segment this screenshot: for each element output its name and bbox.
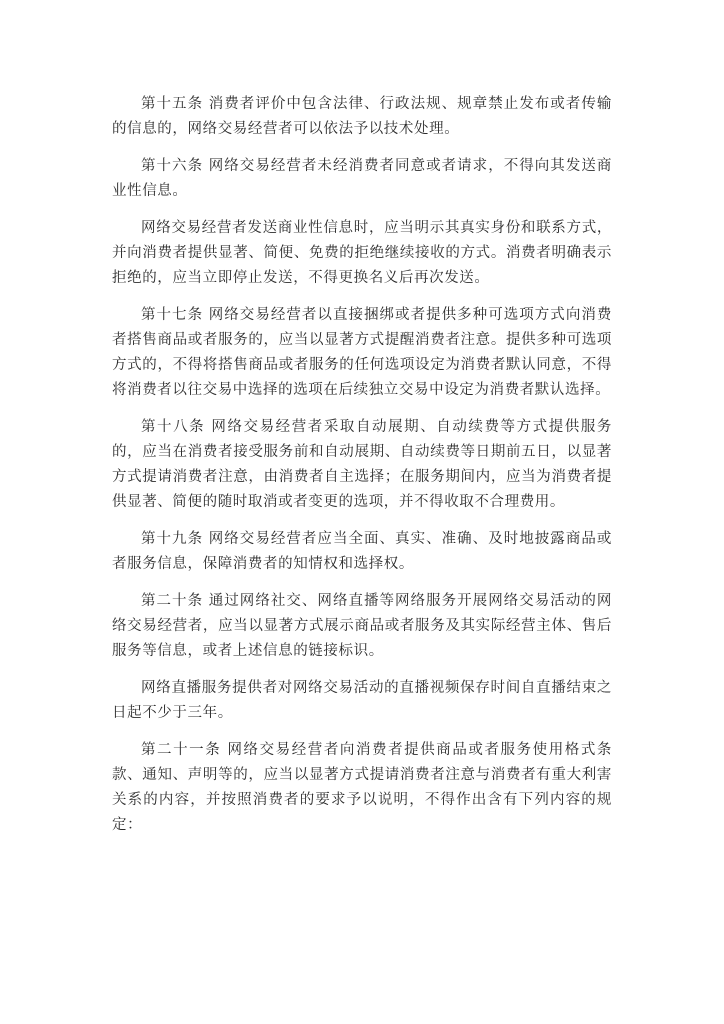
- paragraph-article-18: 第十八条 网络交易经营者采取自动展期、自动续费等方式提供服务的，应当在消费者接受服务前和自动展期、自动续费等日期前五日，以显著方式提请消费者注意，由消费者自主选择；在服务期间内，应当为消费者提供显著、简便的随时取消或者变更的选项，并不得收取不合理费用。: [112, 419, 612, 510]
- paragraph-article-19: 第十九条 网络交易经营者应当全面、真实、准确、及时地披露商品或者服务信息，保障消费者的知情权和选择权。: [112, 531, 612, 572]
- paragraph-article-16: 第十六条 网络交易经营者未经消费者同意或者请求，不得向其发送商业性信息。: [112, 158, 612, 199]
- paragraph-article-16-clause-2: 网络交易经营者发送商业性信息时，应当明示其真实身份和联系方式，并向消费者提供显著、简便、免费的拒绝继续接收的方式。消费者明确表示拒绝的，应当立即停止发送，不得更换名义后再次发送。: [112, 220, 612, 286]
- document-body: [112, 92, 612, 850]
- paragraph-article-17: 第十七条 网络交易经营者以直接捆绑或者提供多种可选项方式向消费者搭售商品或者服务的，应当以显著方式提醒消费者注意。提供多种可选项方式的，不得将搭售商品或者服务的任何选项设定为消费者默认同意，不得将消费者以往交易中选择的选项在后续独立交易中设定为消费者默认选择。: [112, 307, 612, 398]
- paragraph-article-15: 第十五条 消费者评价中包含法律、行政法规、规章禁止发布或者传输的信息的，网络交易经营者可以依法予以技术处理。: [112, 96, 612, 137]
- paragraph-article-20-clause-2: 网络直播服务提供者对网络交易活动的直播视频保存时间自直播结束之日起不少于三年。: [112, 680, 612, 721]
- paragraph-article-20: 第二十条 通过网络社交、网络直播等网络服务开展网络交易活动的网络交易经营者，应当以显著方式展示商品或者服务及其实际经营主体、售后服务等信息，或者上述信息的链接标识。: [112, 593, 612, 659]
- paragraph-article-21: 第二十一条 网络交易经营者向消费者提供商品或者服务使用格式条款、通知、声明等的，应当以显著方式提请消费者注意与消费者有重大利害关系的内容，并按照消费者的要求予以说明，不得作出含有下列内容的规定：: [112, 742, 612, 833]
